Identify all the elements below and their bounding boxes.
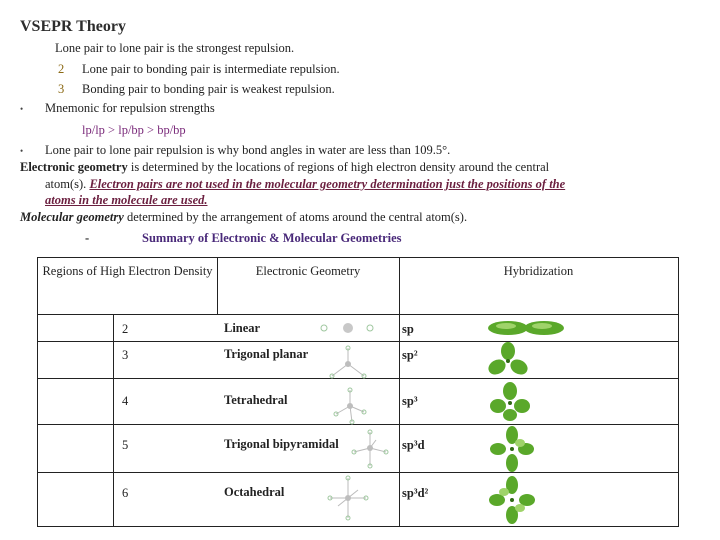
- row-3-geometry: Tetrahedral: [224, 393, 288, 407]
- row-5-regions: 6: [122, 486, 129, 500]
- text-line-1: Lone pair to lone pair is the strongest repulsion.: [55, 41, 295, 55]
- eg-cont-plain: atom(s).: [45, 177, 90, 191]
- bullet-2: •: [20, 146, 24, 156]
- list-number-2: 2: [58, 62, 65, 76]
- electronic-geometry-paragraph: [20, 160, 549, 175]
- table-row-divider: [38, 472, 678, 473]
- eg-emphasis: Electron pairs are not used in the molecular geometry determination just the positions of the: [89, 177, 566, 191]
- trigonal-planar-molecule-icon: [326, 344, 370, 382]
- sp3-orbital-icon: [490, 382, 530, 422]
- geometry-table: [37, 257, 679, 527]
- row-1-geometry: Linear: [224, 321, 261, 335]
- electronic-geometry-continuation: [45, 177, 565, 192]
- sp3d2-orbital-icon: [490, 476, 534, 524]
- summary-heading: Summary of Electronic & Molecular Geometries: [142, 231, 402, 245]
- header-hybridization: Hybridization: [503, 264, 574, 278]
- row-3-regions: 4: [122, 394, 129, 408]
- octahedral-molecule-icon: [326, 476, 370, 522]
- molecular-geometry-paragraph: [20, 210, 467, 225]
- row-5-geometry: Octahedral: [224, 485, 285, 499]
- row-1-regions: 2: [122, 322, 129, 336]
- eg-emphasis-2: atoms in the molecule are used.: [45, 193, 208, 207]
- row-4-geometry: Trigonal bipyramidal: [224, 437, 339, 451]
- summary-dash: -: [85, 231, 90, 245]
- page-title: VSEPR Theory: [20, 18, 126, 35]
- bullet-1: •: [20, 104, 24, 114]
- table-col-divider-3: [113, 314, 114, 526]
- header-regions: Regions of High Electron Density: [42, 264, 213, 278]
- row-2-geometry: Trigonal planar: [224, 347, 309, 361]
- row-3-hybridization: sp³: [402, 394, 418, 408]
- molecular-geometry-term: Molecular geometry: [20, 210, 124, 224]
- molecular-geometry-text: determined by the arrangement of atoms around the central atom(s).: [123, 210, 468, 224]
- row-5-hybridization: sp³d²: [402, 486, 429, 500]
- table-col-divider-4: [399, 314, 400, 526]
- trigonal-bipyramidal-molecule-icon: [348, 430, 392, 470]
- electronic-geometry-term: Electronic geometry: [20, 160, 128, 174]
- electronic-geometry-text: is determined by the locations of regions of high electron density around the central: [127, 160, 550, 174]
- text-line-6: Lone pair to lone pair repulsion is why bond angles in water are less than 109.5°.: [45, 143, 451, 157]
- row-4-regions: 5: [122, 438, 129, 452]
- list-number-3: 3: [58, 82, 65, 96]
- tetrahedral-molecule-icon: [330, 386, 374, 426]
- row-2-hybridization: sp²: [402, 348, 418, 362]
- table-row-divider: [38, 314, 678, 315]
- sp-orbital-icon: [486, 317, 566, 339]
- linear-molecule-icon: [318, 318, 378, 338]
- table-row-divider: [38, 341, 678, 342]
- text-line-3: Bonding pair to bonding pair is weakest repulsion.: [82, 82, 335, 96]
- mnemonic-text: lp/lp > lp/bp > bp/bp: [82, 123, 186, 137]
- sp2-orbital-icon: [488, 342, 528, 378]
- row-1-hybridization: sp: [402, 322, 414, 336]
- header-geometry: Electronic Geometry: [255, 264, 361, 278]
- sp3d-orbital-icon: [490, 426, 534, 472]
- text-line-4: Mnemonic for repulsion strengths: [45, 101, 215, 115]
- text-line-2: Lone pair to bonding pair is intermediate repulsion.: [82, 62, 340, 76]
- row-2-regions: 3: [122, 348, 129, 362]
- row-4-hybridization: sp³d: [402, 438, 425, 452]
